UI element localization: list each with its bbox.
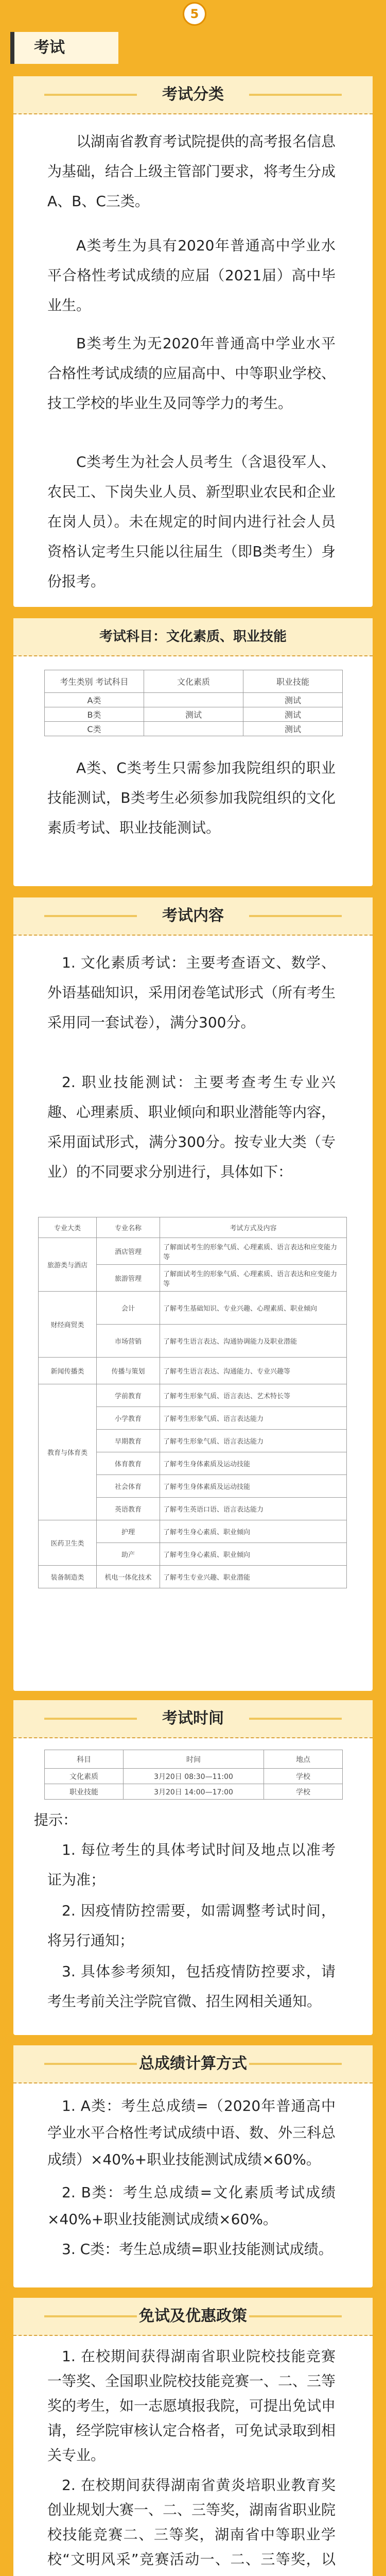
score-item: 2. B类：考生总成绩=文化素质考试成绩×40%+职业技能测试成绩×60%。 [47,2184,336,2228]
table-header-cell: 时间 [124,1750,264,1769]
table-cell: 了解考生形象气质、语言表达能力 [160,1407,347,1430]
table-cell: 测试 [144,707,243,722]
section-number-badge: 5 [183,2,206,26]
table-cell: 了解面试考生的形象气质、心理素质、语言表达和应变能力等 [160,1238,347,1265]
table-cell: 会计 [97,1292,160,1325]
table-cell: 了解考生英语口语、语言表达能力 [160,1498,347,1520]
card-exam-category [13,76,373,607]
score-item: 3. C类：考生总成绩=职业技能测试成绩。 [62,2241,333,2258]
table-group-cell: 教育与体育类 [39,1384,97,1520]
paragraph: C类考生为社会人员考生（含退役军人、农民工、下岗失业人员、新型职业农民和企业在岗人员）。未在规定的时间内进行社会人员资格认定考生只能以往届生（即B类考生）身份报考。 [47,453,336,590]
card-header [13,2298,373,2336]
table-header-cell: 文化素质 [144,670,243,693]
card-exam-subjects [13,618,373,886]
score-item: 1. A类：考生总成绩=（2020年普通高中学业水平合格性考试成绩中语、数、外三科总成绩）×40%+职业技能测试成绩×60%。 [47,2097,336,2168]
paragraph: 2. 职业技能测试：主要考查考生专业兴趣、心理素质、职业倾向和职业潜能等内容，采用面试形式，满分300分。按专业大类（专业）的不同要求分别进行，具体如下： [47,1074,336,1180]
table-cell: 了解考生形象气质、语言表达能力 [160,1430,347,1452]
table-cell: 了解考生基础知识、专业兴趣、心理素质、职业倾向 [160,1292,347,1325]
table-cell: 了解考生身心素质、职业倾向 [160,1543,347,1566]
table-cell: 3月20日 14:00—17:00 [124,1784,264,1800]
table-cell: 旅游管理 [97,1265,160,1292]
card-header [13,1700,373,1738]
table-cell: 助产 [97,1543,160,1566]
table-cell: 英语教育 [97,1498,160,1520]
table-cell: 学校 [264,1784,343,1800]
paragraph: A类考生为具有2020年普通高中学业水平合格性考试成绩的应届（2021届）高中毕业生。 [47,237,336,314]
table-cell: 体育教育 [97,1452,160,1475]
policy-item: 2. 在校期间获得湖南省黄炎培职业教育奖创业规划大赛一、二、三等奖，湖南省职业院校技能竞赛二、三等奖，湖南省中等职业学校“文明风采”竞赛活动一、二、三等奖，以 [47,2477,336,2568]
table-header-cell: 专业名称 [97,1217,160,1238]
card-title: 总成绩计算方式 [139,2055,247,2073]
table-header-cell: 考生类别 考试科目 [45,670,144,693]
table-header-cell: 职业技能 [243,670,343,693]
card-title: 考试科目：文化素质、职业技能 [99,629,287,645]
table-cell: 了解考生身体素质及运动技能 [160,1475,347,1498]
table-group-cell: 旅游类与酒店 [39,1238,97,1292]
policy-item: 1. 在校期间获得湖南省职业院校技能竞赛一等奖、全国职业院校技能竞赛一、二、三等奖的考生，如一志愿填报我院，可提出免试申请，经学院审核认定合格者，可免试录取到相关专业。 [47,2348,336,2464]
table-cell: 社会体育 [97,1475,160,1498]
table-cell: 护理 [97,1520,160,1543]
card-header [13,897,373,936]
table-cell: 早期教育 [97,1430,160,1452]
table-cell: 了解面试考生的形象气质、心理素质、语言表达和应变能力等 [160,1265,347,1292]
table-header-cell: 科目 [45,1750,124,1769]
table-header-cell: 地点 [264,1750,343,1769]
tip-item: 3. 具体参考须知，包括疫情防控要求，请考生考前关注学院官微、招生网相关通知。 [47,1963,336,2010]
card-header [13,618,373,656]
table-cell: 3月20日 08:30—11:00 [124,1769,264,1784]
table-cell: 测试 [243,707,343,722]
card-exam-time [13,1700,373,2035]
table-group-cell: 新闻传播类 [39,1358,97,1384]
table-cell: A类 [45,693,144,707]
subjects-table [44,670,343,736]
card-header [13,2045,373,2083]
table-cell: 了解考生语言表达、沟通协调能力及职业潜能 [160,1325,347,1358]
table-cell: 了解考生身体素质及运动技能 [160,1452,347,1475]
table-cell: 了解考生形象气质、语言表达、艺术特长等 [160,1384,347,1407]
card-title: 考试时间 [162,1709,224,1727]
table-cell: 学校 [264,1769,343,1784]
tip-item: 1. 每位考生的具体考试时间及地点以准考证为准； [47,1841,336,1888]
table-cell [144,693,243,707]
card-header [13,76,373,114]
table-cell: 职业技能 [45,1784,124,1800]
card-title: 考试分类 [162,86,224,104]
card-exemption [13,2298,373,2576]
card-title: 考试内容 [162,907,224,925]
table-header-cell: 专业大类 [39,1217,97,1238]
paragraph: 以湖南省教育考试院提供的高考报名信息为基础，结合上级主管部门要求，将考生分成A、B、C三类。 [47,133,336,210]
table-cell: 文化素质 [45,1769,124,1784]
card-title: 免试及优惠政策 [139,2307,247,2325]
table-header-cell: 考试方式及内容 [160,1217,347,1238]
tip-item: 2. 因疫情防控需要，如需调整考试时间，将另行通知； [47,1902,336,1949]
table-cell: 测试 [243,693,343,707]
table-cell: 传播与策划 [97,1358,160,1384]
table-cell: 了解考生身心素质、职业倾向 [160,1520,347,1543]
table-cell: 学前教育 [97,1384,160,1407]
table-cell: 酒店管理 [97,1238,160,1265]
table-cell [144,722,243,736]
table-cell: 了解考生专业兴趣、职业潜能 [160,1566,347,1588]
table-group-cell: 装备制造类 [39,1566,97,1588]
table-cell: 机电一体化技术 [97,1566,160,1588]
paragraph: 1. 文化素质考试：主要考查语文、数学、外语基础知识，采用闭卷笔试形式（所有考生采用同一套试卷），满分300分。 [47,954,336,1031]
table-group-cell: 财经商贸类 [39,1292,97,1358]
time-table [44,1750,343,1800]
card-total-score [13,2045,373,2287]
table-cell: 测试 [243,722,343,736]
table-group-cell: 医药卫生类 [39,1520,97,1566]
tips-label: 提示： [34,1811,78,1828]
paragraph: A类、C类考生只需参加我院组织的职业技能测试，B类考生必须参加我院组织的文化素质考试、职业技能测试。 [47,759,336,836]
table-cell: 了解考生语言表达、沟通能力、专业兴趣等 [160,1358,347,1384]
table-cell: C类 [45,722,144,736]
paragraph: B类考生为无2020年普通高中学业水平合格性考试成绩的应届高中、中等职业学校、技工学校的毕业生及同等学力的考生。 [47,335,336,412]
card-exam-content [13,897,373,1691]
section-title: 考试 [10,32,118,64]
table-cell: B类 [45,707,144,722]
content-table [38,1217,347,1588]
table-cell: 小学教育 [97,1407,160,1430]
table-cell: 市场营销 [97,1325,160,1358]
